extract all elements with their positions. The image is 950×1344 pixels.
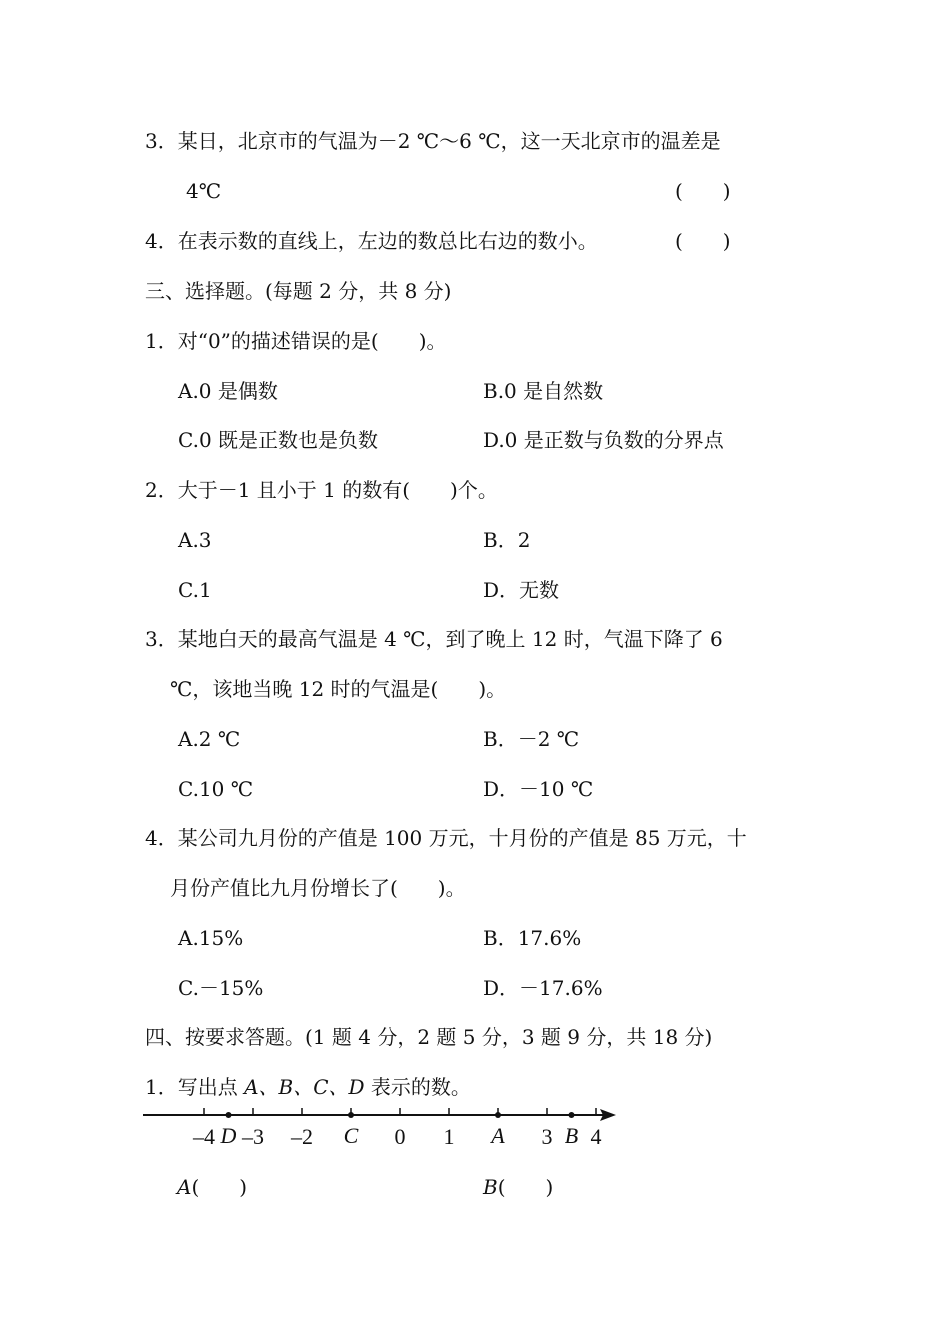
s4-q1-points: A、B、C、D bbox=[244, 1075, 365, 1099]
point-c-dot bbox=[348, 1112, 354, 1118]
mc-q1-option-a[interactable]: A.0 是偶数 bbox=[178, 379, 278, 403]
tick-label: –4 bbox=[193, 1124, 215, 1149]
tick-label: 1 bbox=[443, 1124, 455, 1149]
mc-q3-stem-line1: 3．某地白天的最高气温是 4 ℃，到了晚上 12 时，气温下降了 6 bbox=[145, 627, 723, 651]
mc-q1-option-b[interactable]: B.0 是自然数 bbox=[483, 379, 604, 403]
mc-q2-option-a[interactable]: A.3 bbox=[178, 528, 212, 552]
tick-label: 0 bbox=[394, 1124, 406, 1149]
s4-q1-prefix: 1．写出点 bbox=[145, 1075, 245, 1099]
judge-q3-line2: 4℃ bbox=[186, 179, 222, 203]
mc-q3-option-a[interactable]: A.2 ℃ bbox=[178, 727, 241, 751]
tick-label: –2 bbox=[291, 1124, 313, 1149]
answer-a-blank[interactable]: ( ) bbox=[191, 1175, 248, 1199]
answer-a-label: A bbox=[177, 1175, 192, 1199]
point-b-dot bbox=[569, 1112, 575, 1118]
judge-q3-answer-blank[interactable]: ( ) bbox=[675, 179, 731, 203]
point-a-dot bbox=[495, 1112, 501, 1118]
judge-q3-line1: 3．某日，北京市的气温为－2 ℃～6 ℃，这一天北京市的温差是 bbox=[145, 129, 721, 153]
mc-q4-stem-line2: 月份产值比九月份增长了( )。 bbox=[170, 876, 466, 900]
mc-q1-option-c[interactable]: C.0 既是正数也是负数 bbox=[178, 428, 379, 452]
mc-q4-option-c[interactable]: C.－15% bbox=[178, 976, 264, 1000]
tick-label: 3 bbox=[541, 1124, 553, 1149]
mc-q4-stem-line1: 4．某公司九月份的产值是 100 万元，十月份的产值是 85 万元，十 bbox=[145, 826, 747, 850]
judge-q4: 4．在表示数的直线上，左边的数总比右边的数小。 bbox=[145, 229, 598, 253]
point-d-dot bbox=[226, 1112, 232, 1118]
point-a-label: A bbox=[491, 1123, 505, 1148]
answer-b-blank[interactable]: ( ) bbox=[497, 1175, 554, 1199]
section4-title: 四、按要求答题。(1 题 4 分，2 题 5 分，3 题 9 分，共 18 分) bbox=[145, 1025, 713, 1049]
judge-q4-answer-blank[interactable]: ( ) bbox=[675, 229, 731, 253]
mc-q2-stem: 2．大于－1 且小于 1 的数有( )个。 bbox=[145, 478, 498, 502]
mc-q4-option-a[interactable]: A.15% bbox=[178, 926, 244, 950]
answer-b-label: B bbox=[483, 1175, 498, 1199]
mc-q4-option-b[interactable]: B．17.6% bbox=[483, 926, 582, 950]
point-d-label: D bbox=[220, 1123, 237, 1148]
tick-label: –3 bbox=[242, 1124, 264, 1149]
point-b-label: B bbox=[564, 1123, 579, 1148]
answer-a bbox=[177, 1174, 247, 1200]
mc-q2-option-c[interactable]: C.1 bbox=[178, 578, 212, 602]
tick-label: 4 bbox=[590, 1124, 602, 1149]
section3-title: 三、选择题。(每题 2 分，共 8 分) bbox=[145, 279, 452, 303]
s4-q1-suffix: 表示的数。 bbox=[364, 1075, 471, 1099]
point-c-label: C bbox=[343, 1123, 359, 1148]
mc-q1-option-d[interactable]: D.0 是正数与负数的分界点 bbox=[483, 428, 724, 452]
mc-q3-option-c[interactable]: C.10 ℃ bbox=[178, 777, 254, 801]
mc-q4-option-d[interactable]: D．－17.6% bbox=[483, 976, 603, 1000]
mc-q2-option-b[interactable]: B．2 bbox=[483, 528, 531, 552]
mc-q2-option-d[interactable]: D．无数 bbox=[483, 578, 560, 602]
mc-q3-option-d[interactable]: D．－10 ℃ bbox=[483, 777, 594, 801]
mc-q1-stem: 1．对“0”的描述错误的是( )。 bbox=[145, 329, 447, 353]
mc-q3-stem-line2: ℃，该地当晚 12 时的气温是( )。 bbox=[170, 677, 507, 701]
mc-q3-option-b[interactable]: B．－2 ℃ bbox=[483, 727, 580, 751]
answer-b bbox=[483, 1174, 553, 1200]
